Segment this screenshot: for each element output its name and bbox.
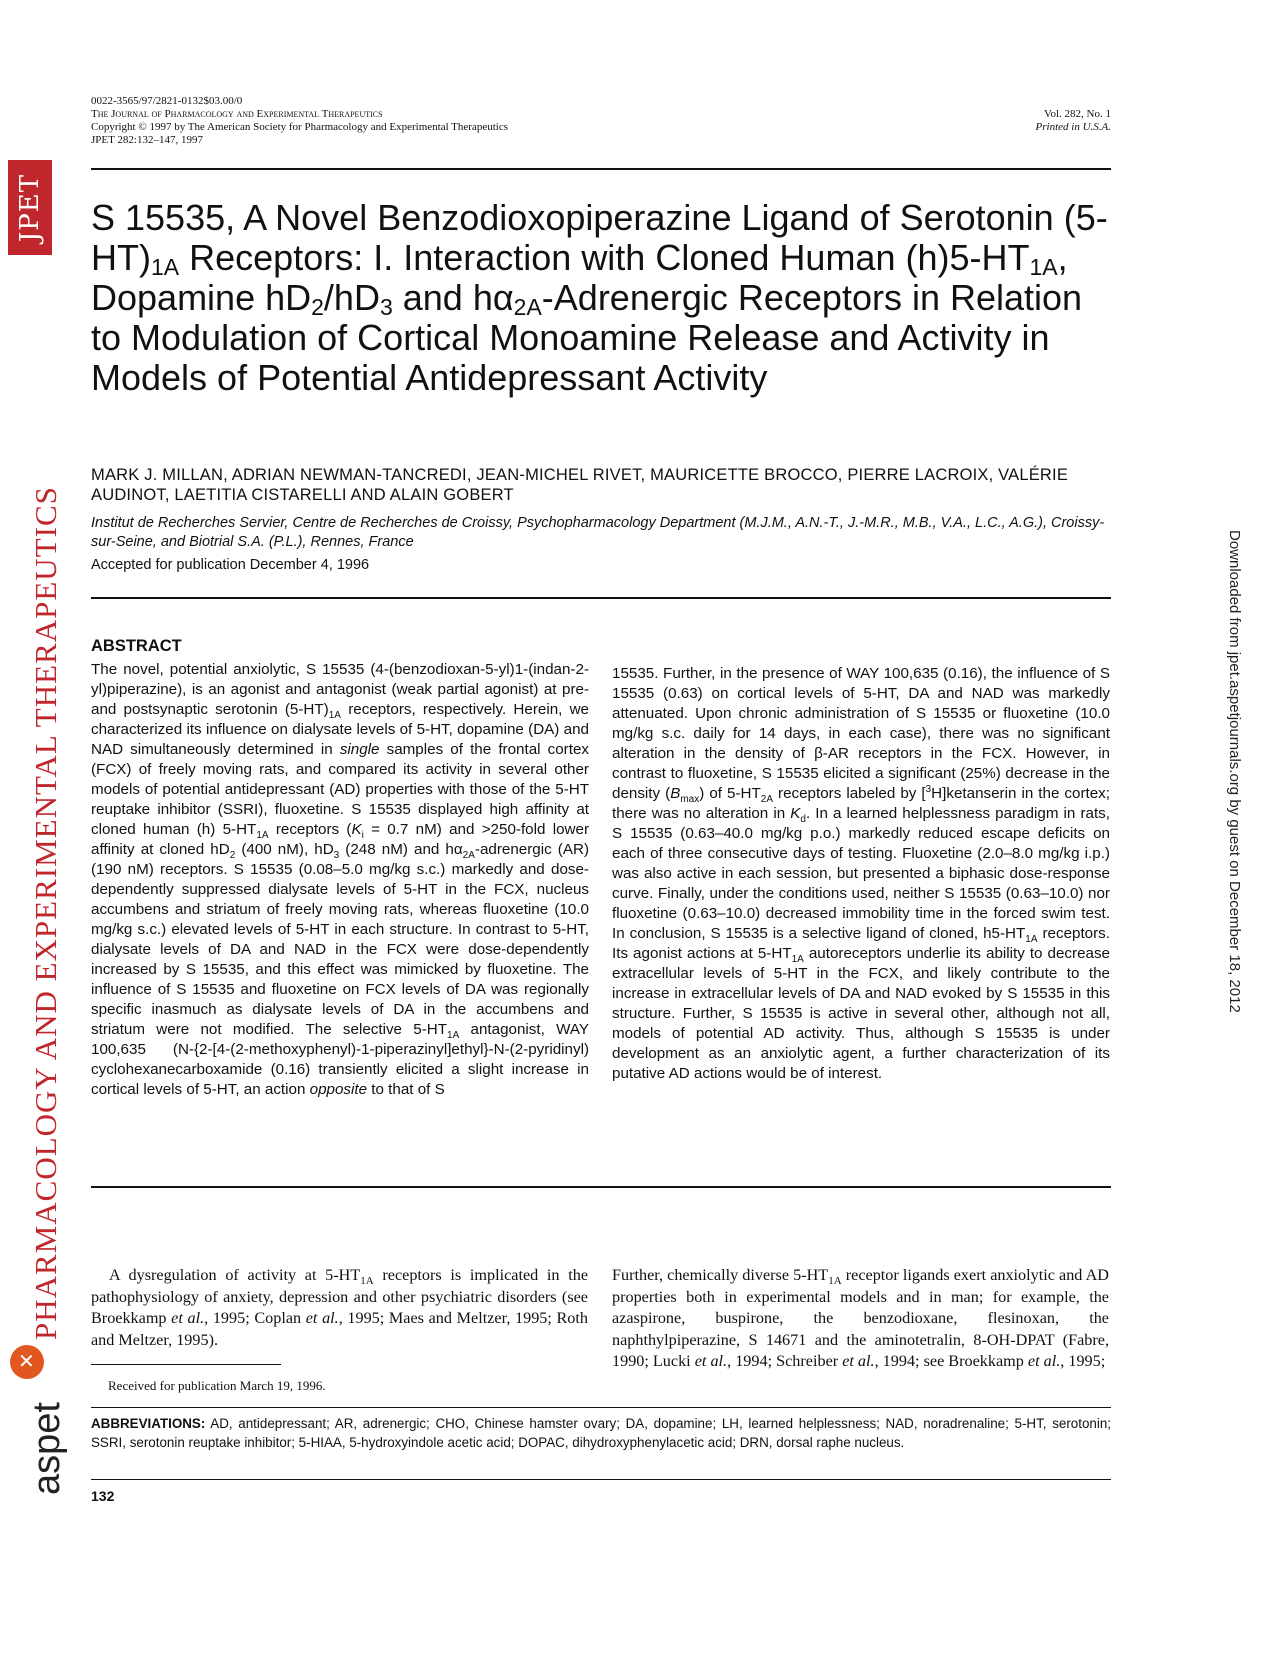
author-list: MARK J. MILLAN, ADRIAN NEWMAN-TANCREDI, JEAN-MICHEL RIVET, MAURICETTE BROCCO, PIERRE LACROIX, VALÉRIE AUDINOT, LAETITIA CISTARELLI AND ALAIN GOBERT xyxy=(91,466,1069,504)
article-title: S 15535, A Novel Benzodioxopiperazine Ligand of Serotonin $(5-HT)_{1A}$ Receptors: I. Interaction with Cloned Human $(h)5-HT_{1A}$, Dopamine $hD_2/hD_3$ and $h\alpha_{2A}$-Adrenergic Receptors in Relation to Modulation of Cortical Monoamine Release and Activity in Models of Potential Antidepressant Activity xyxy=(91,197,1108,398)
abstract-heading: ABSTRACT xyxy=(91,637,182,655)
abbreviations xyxy=(91,1414,1111,1452)
printed-info: Printed in U.S.A. xyxy=(1035,121,1111,133)
abstract-bottom-rule xyxy=(91,1186,1111,1188)
journal-name-vertical: PHARMACOLOGY AND EXPERIMENTAL THERAPEUTICS xyxy=(28,486,63,1340)
aspet-flower-icon xyxy=(10,1345,44,1379)
abstract-top-rule xyxy=(91,597,1111,599)
jpet-label: JPET xyxy=(15,173,45,242)
body-left-column: A dysregulation of activity at $5-HT_{1A}$ receptors is implicated in the pathophysiology of anxiety, depression and other psychiatric disorders (see Broekkamp et al., 1995; Coplan et al., 1995; Maes and Meltzer, 1995; Roth and Meltzer, 1995). xyxy=(91,1266,589,1349)
copyright-line: Copyright © 1997 by The American Society for Pharmacology and Experimental Therapeutics xyxy=(91,121,508,133)
body-right-column: Further, chemically diverse $5-HT_{1A}$ receptor ligands exert anxiolytic and AD properties both in experimental models and in man; for example, the azaspirone, buspirone, the benzodioxane, flesinoxan, the naphthylpiperazine, S 14671 and the aminotetralin, 8-OH-DPAT (Fabre, 1990; Lucki et al., 1994; Schreiber et al., 1994; see Broekkamp et al., 1995; xyxy=(612,1266,1109,1371)
volume-info: Vol. 282, No. 1 xyxy=(1043,108,1111,120)
page-number: 132 xyxy=(91,1488,115,1504)
issn-code: 0022-3565/97/2821-0132$03.00/0 xyxy=(91,95,243,107)
jpet-logo-box xyxy=(8,160,52,255)
received-footnote: Received for publication March 19, 1996. xyxy=(108,1378,326,1393)
affiliation: Institut de Recherches Servier, Centre de Recherches de Croissy, Psychopharmacology Department (M.J.M., A.N.-T., J.-M.R., M.B., V.A., L.C., A.G.), Croissy-sur-Seine, and Biotrial S.A. (P.L.), Rennes, France xyxy=(91,515,1105,550)
abbreviations-text: AD, antidepressant; AR, adrenergic; CHO, Chinese hamster ovary; DA, dopamine; LH, learned helplessness; NAD, noradrenaline; 5-HT, serotonin; SSRI, serotonin reuptake inhibitor; 5-HIAA, 5-hydroxyindole acetic acid; DOPAC, dihydroxyphenylacetic acid; DRN, dorsal raphe nucleus. xyxy=(91,1416,1111,1450)
abstract-right-column: 15535. Further, in the presence of WAY 100,635 (0.16), the influence of S 15535 (0.63) on cortical levels of 5-HT, DA and NAD was markedly attenuated. Upon chronic administration of S 15535 or fluoxetine (10.0 mg/kg s.c. daily for 14 days, in each case), there was no significant alteration in the density of β-AR receptors in the FCX. However, in contrast to fluoxetine, S 15535 elicited a significant (25%) decrease in the density $(B_{max})$ of $5-HT_{2A}$ receptors labeled by [$^3$H]ketanserin in the cortex; there was no alteration in $K_d$. In a learned helplessness paradigm in rats, S 15535 (0.63–40.0 mg/kg p.o.) markedly reduced escape deficits on each of three consecutive days of testing. Fluoxetine (2.0–8.0 mg/kg i.p.) was also active in each session, but presented a biphasic dose-response curve. Finally, under the conditions used, neither S 15535 (0.63–10.0) nor fluoxetine (0.63–10.0) decreased immobility time in the forced swim test. In conclusion, S 15535 is a selective ligand of cloned, $h5-HT_{1A}$ receptors. Its agonist actions at $5-HT_{1A}$ autoreceptors underlie its ability to decrease extracellular levels of 5-HT in the FCX, and likely contribute to the increase in extracellular levels of DA and NAD evoked by S 15535 in this structure. Further, S 15535 is active in several other, although not all, models of potential AD activity. Thus, although S 15535 is under development as an anxiolytic agent, a further characterization of its putative AD actions would be of interest. xyxy=(612,665,1111,1082)
journal-sidebar xyxy=(4,160,63,1340)
footnote-rule xyxy=(91,1364,281,1365)
journal-header xyxy=(91,95,1111,147)
abbreviations-label: ABBREVIATIONS: xyxy=(91,1416,206,1431)
page-bottom-rule xyxy=(91,1479,1111,1480)
journal-title: The Journal of Pharmacology and Experimental Therapeutics xyxy=(91,108,383,120)
citation-line: JPET 282:132–147, 1997 xyxy=(91,134,203,146)
header-rule xyxy=(91,168,1111,170)
accepted-date: Accepted for publication December 4, 1996 xyxy=(91,557,370,573)
download-notice: Downloaded from jpet.aspetjournals.org by guest on December 18, 2012 xyxy=(1226,530,1243,1013)
aspet-logo-text: aspet xyxy=(26,1402,68,1495)
abstract-left-column: The novel, potential anxiolytic, S 15535 (4-(benzodioxan-5-yl)1-(indan-2-yl)piperazine), is an agonist and antagonist (weak partial agonist) at pre- and postsynaptic serotonin $(5-HT)_{1A}$ receptors, respectively. Herein, we characterized its influence on dialysate levels of 5-HT, dopamine (DA) and NAD simultaneously determined in single samples of the frontal cortex (FCX) of freely moving rats, and compared its activity in several other models of potential antidepressant (AD) properties with those of the 5-HT reuptake inhibitor (SSRI), fluoxetine. S 15535 displayed high affinity at cloned human (h) $5-HT_{1A}$ receptors ($K_i = 0.7$ nM) and >250-fold lower affinity at cloned $hD_2$ (400 nM), $hD_3$ (248 nM) and $h\alpha_{2A}$-adrenergic (AR) (190 nM) receptors. S 15535 (0.08–5.0 mg/kg s.c.) markedly and dose-dependently suppressed dialysate levels of 5-HT in the FCX, nucleus accumbens and striatum of freely moving rats, whereas fluoxetine (10.0 mg/kg s.c.) elevated levels of 5-HT in each structure. In contrast to 5-HT, dialysate levels of DA and NAD in the FCX were dose-dependently increased by S 15535, and this effect was mimicked by fluoxetine. The influence of S 15535 and fluoxetine on FCX levels of DA was regionally specific inasmuch as dialysate levels of DA in the accumbens and striatum were not modified. The selective $5-HT_{1A}$ antagonist, WAY 100,635 (N-{2-[4-(2-methoxyphenyl)-1-piperazinyl]ethyl}-N-(2-pyridinyl) cyclohexanecarboxamide (0.16) transiently elicited a slight increase in cortical levels of 5-HT, an action opposite to that of S xyxy=(91,661,590,1098)
aspet-logo xyxy=(2,1345,68,1495)
abbreviations-rule xyxy=(91,1407,1111,1408)
